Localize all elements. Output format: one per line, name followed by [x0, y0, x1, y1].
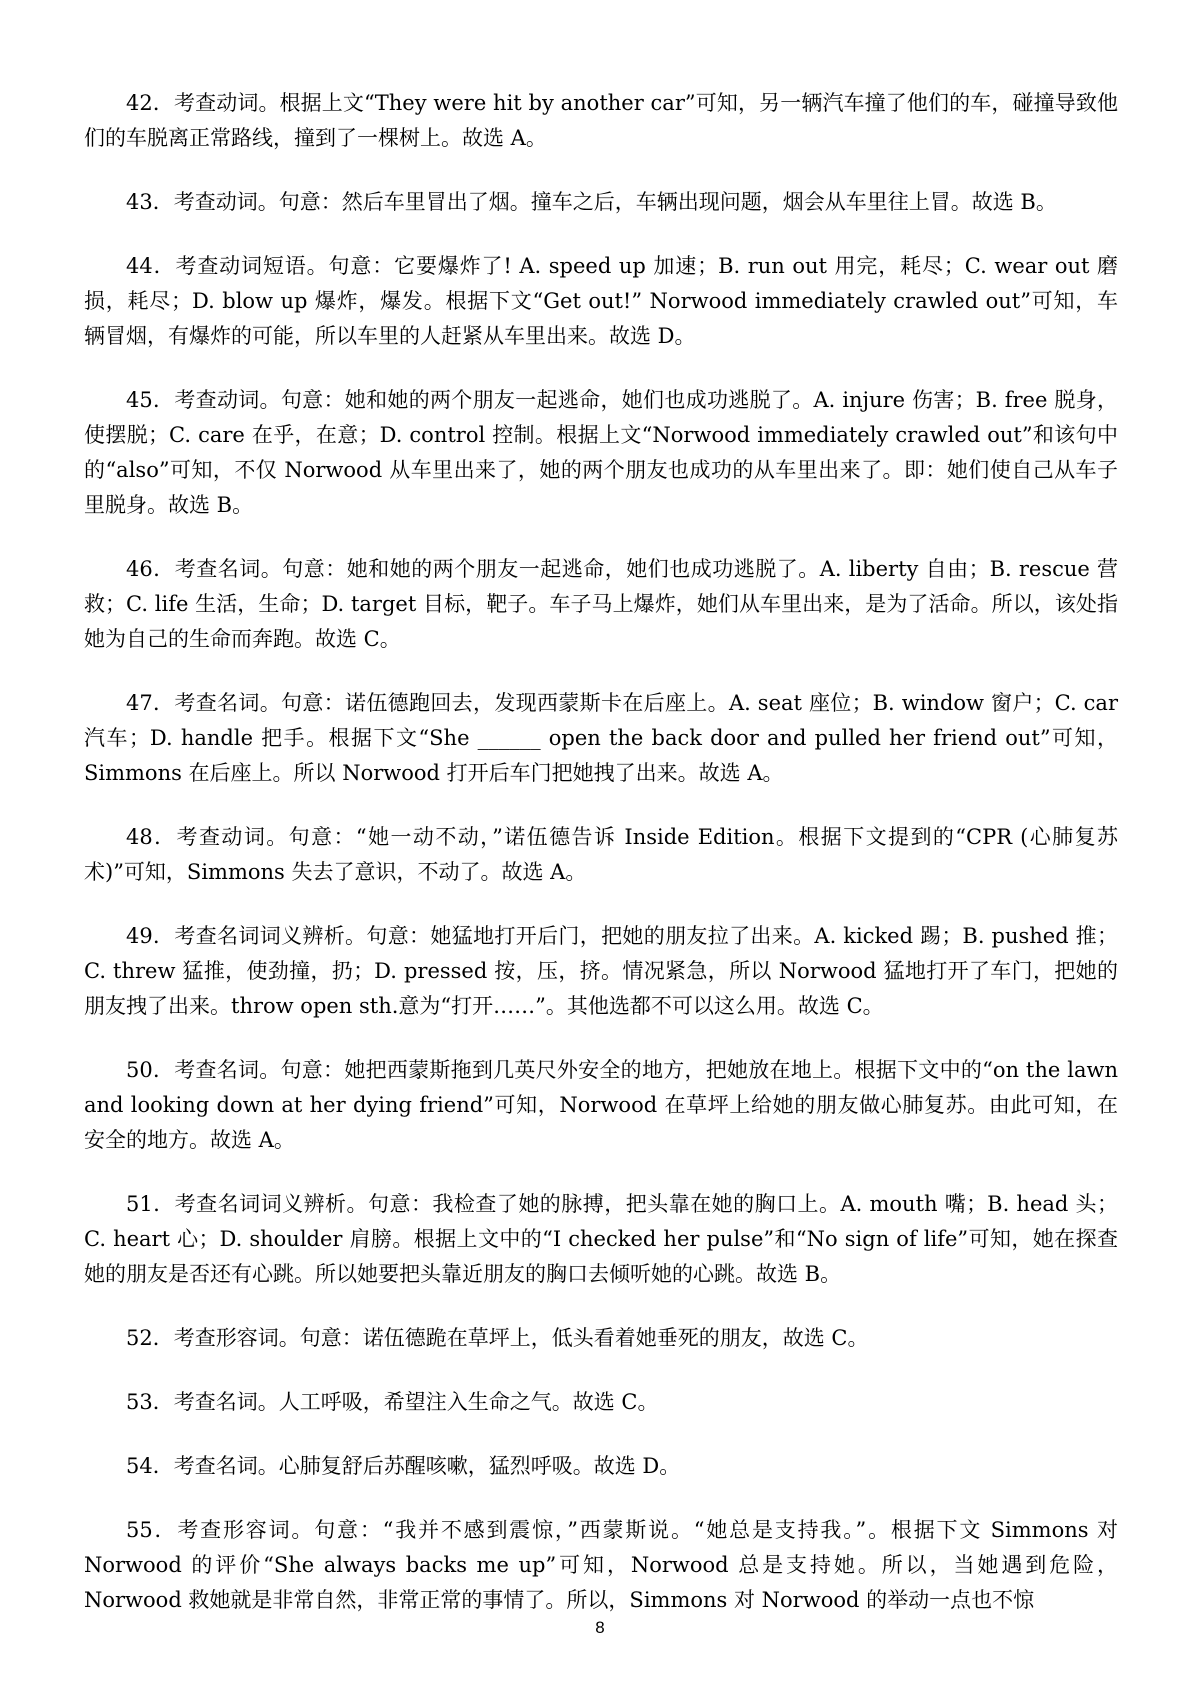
document-body	[84, 86, 1118, 1647]
answer-43: 43．考查动词。句意：然后车里冒出了烟。撞车之后，车辆出现问题，烟会从车里往上冒。故选 B。	[126, 190, 1057, 214]
answer-47: 47．考查名词。句意：诺伍德跑回去，发现西蒙斯卡在后座上。A. seat 座位；B. window 窗户；C. car 汽车；D. handle 把手。根据下文“She ______ open the back door and pulled her friend out”可知，Simmons 在后座上。所以 Norwood 打开后车门把她拽了出来。故选 A。	[84, 691, 1118, 785]
answer-45: 45．考查动词。句意：她和她的两个朋友一起逃命，她们也成功逃脱了。A. injure 伤害；B. free 脱身，使摆脱；C. care 在乎，在意；D. control 控制。根据上文“Norwood immediately crawled out”和该句中的“also”可知，不仅 Norwood 从车里出来了，她的两个朋友也成功的从车里出来了。即：她们使自己从车子里脱身。故选 B。	[84, 388, 1118, 517]
answer-52: 52．考查形容词。句意：诺伍德跪在草坪上，低头看着她垂死的朋友，故选 C。	[126, 1326, 869, 1350]
answer-48: 48．考查动词。句意：“她一动不动，”诺伍德告诉 Inside Edition。根据下文提到的“CPR (心肺复苏术)”可知，Simmons 失去了意识，不动了。故选 A。	[84, 825, 1118, 884]
answer-46: 46．考查名词。句意：她和她的两个朋友一起逃命，她们也成功逃脱了。A. liberty 自由；B. rescue 营救；C. life 生活，生命；D. target 目标，靶子。车子马上爆炸，她们从车里出来，是为了活命。所以，该处指她为自己的生命而奔跑。故选 C。	[84, 557, 1118, 651]
answer-54: 54．考查名词。心肺复舒后苏醒咳嗽，猛烈呼吸。故选 D。	[126, 1454, 681, 1478]
answer-42: 42．考查动词。根据上文“They were hit by another car”可知，另一辆汽车撞了他们的车，碰撞导致他们的车脱离正常路线，撞到了一棵树上。故选 A。	[84, 91, 1118, 150]
answer-49: 49．考查名词词义辨析。句意：她猛地打开后门，把她的朋友拉了出来。A. kicked 踢；B. pushed 推；C. threw 猛推，使劲撞，扔；D. pressed 按，压，挤。情况紧急，所以 Norwood 猛地打开了车门，把她的朋友拽了出来。throw open sth.意为“打开……”。其他选都不可以这么用。故选 C。	[84, 924, 1118, 1018]
answer-53: 53．考查名词。人工呼吸，希望注入生命之气。故选 C。	[126, 1390, 659, 1414]
page-number: 8	[595, 1618, 605, 1637]
answer-44: 44．考查动词短语。句意：它要爆炸了! A. speed up 加速；B. run out 用完，耗尽；C. wear out 磨损，耗尽；D. blow up 爆炸，爆发。根据下文“Get out!” Norwood immediately crawled out”可知，车辆冒烟，有爆炸的可能，所以车里的人赶紧从车里出来。故选 D。	[84, 254, 1118, 348]
answer-55: 55．考查形容词。句意：“我并不感到震惊，”西蒙斯说。“她总是支持我。”。根据下文 Simmons 对 Norwood 的评价“She always backs me up”可知，Norwood 总是支持她。所以，当她遇到危险，Norwood 救她就是非常自然，非常正常的事情了。所以，Simmons 对 Norwood 的举动一点也不惊	[84, 1518, 1118, 1612]
answer-51: 51．考查名词词义辨析。句意：我检查了她的脉搏，把头靠在她的胸口上。A. mouth 嘴；B. head 头；C. heart 心；D. shoulder 肩膀。根据上文中的“I checked her pulse”和“No sign of life”可知，她在探查她的朋友是否还有心跳。所以她要把头靠近朋友的胸口去倾听她的心跳。故选 B。	[84, 1192, 1118, 1286]
answer-50: 50．考查名词。句意：她把西蒙斯拖到几英尺外安全的地方，把她放在地上。根据下文中的“on the lawn and looking down at her dying friend”可知，Norwood 在草坪上给她的朋友做心肺复苏。由此可知，在安全的地方。故选 A。	[84, 1058, 1118, 1152]
